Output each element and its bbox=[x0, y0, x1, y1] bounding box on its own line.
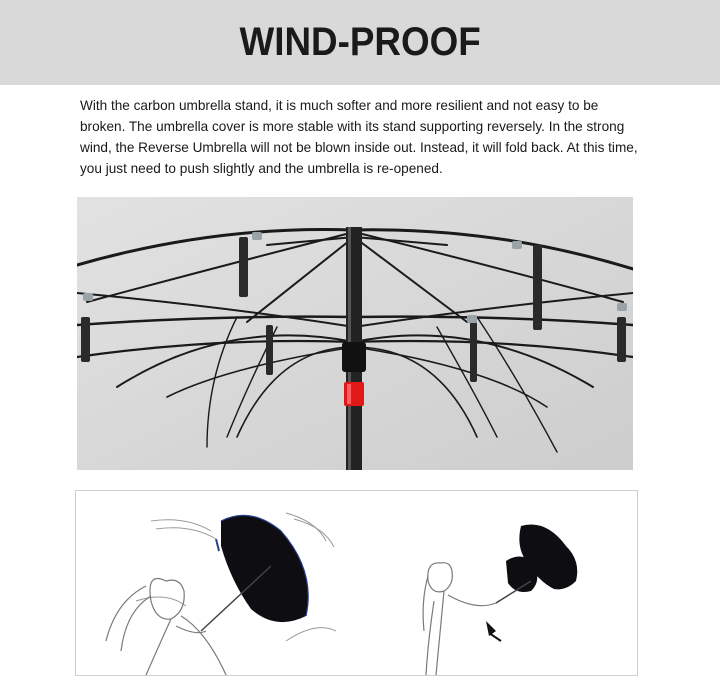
page-title: WIND-PROOF bbox=[239, 20, 481, 64]
description-block bbox=[80, 95, 640, 179]
wind-illustration-drawing bbox=[76, 491, 637, 675]
description-text: With the carbon umbrella stand, it is much softer and more resilient and not easy to be broken. The umbrella cover is more stable with its stand supporting reversely. In the strong wind, the Reverse Umbrella will not be blown inside out. Instead, it will fold back. At this time, you just need to push slightly and the umbrella is re-opened. bbox=[80, 98, 638, 176]
title-banner bbox=[0, 0, 720, 85]
umbrella-frame-photo bbox=[77, 197, 633, 470]
wind-illustration-panel bbox=[75, 490, 638, 676]
umbrella-frame-drawing bbox=[77, 197, 633, 470]
